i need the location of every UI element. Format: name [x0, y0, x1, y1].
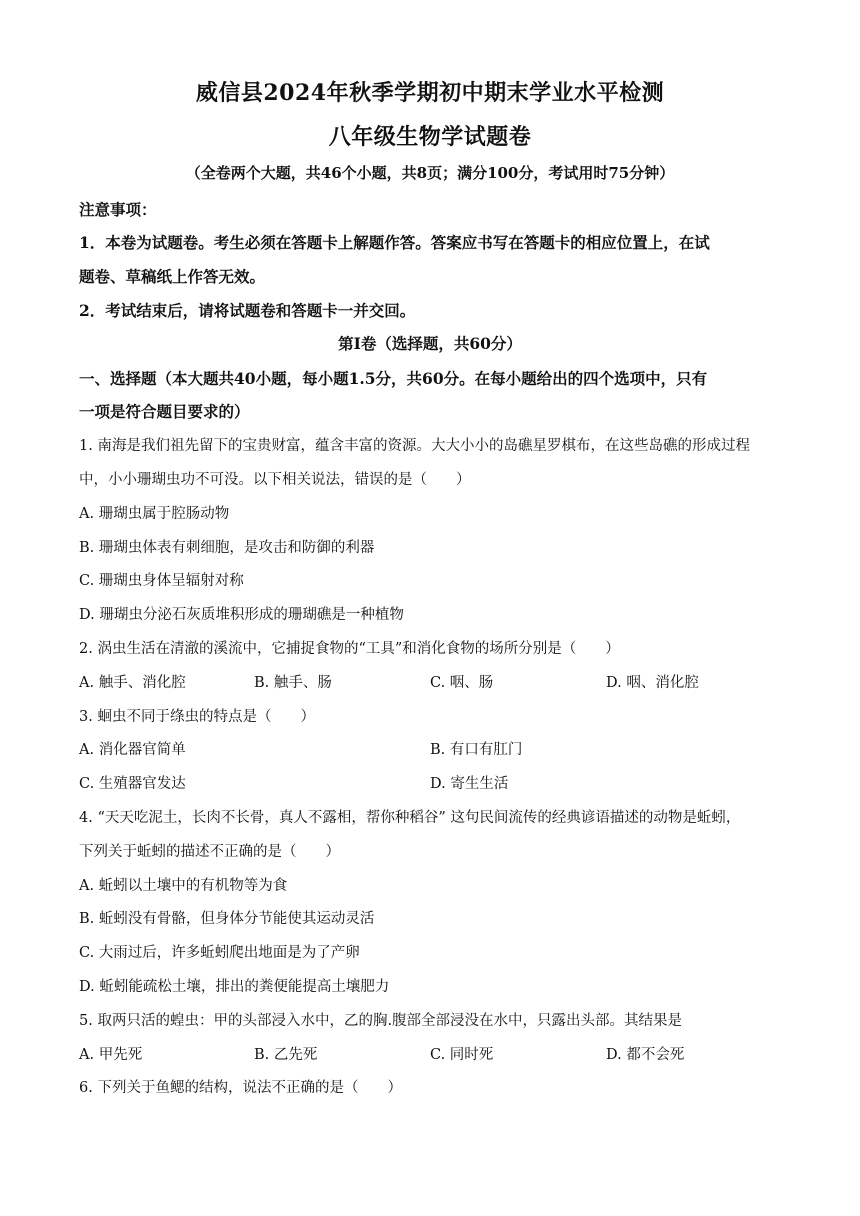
q2-option-c: C. 咽、肠 — [430, 675, 494, 691]
page-title: 威信县2024年秋季学期初中期末学业水平检测 — [195, 80, 665, 106]
q1-option-c: C. 珊瑚虫身体呈辐射对称 — [79, 573, 244, 589]
q4-option-a: A. 蚯蚓以土壤中的有机物等为食 — [79, 878, 288, 894]
q3-stem: 3. 蛔虫不同于绦虫的特点是（ ） — [79, 709, 315, 725]
q1-option-a: A. 珊瑚虫属于腔肠动物 — [79, 506, 230, 522]
q1-stem-line-2: 中，小小珊瑚虫功不可没。以下相关说法，错误的是（ ） — [79, 472, 471, 488]
q6-stem: 6. 下列关于鱼鳃的结构，说法不正确的是（ ） — [79, 1080, 402, 1096]
notes-item-1-line-1: 1．本卷为试题卷。考生必须在答题卡上解题作答。答案应书写在答题卡的相应位置上，在试 — [79, 233, 710, 252]
q5-stem: 5. 取两只活的蝗虫：甲的头部浸入水中，乙的胸.腹部全部浸没在水中，只露出头部。其结果是 — [79, 1013, 683, 1029]
q3-option-b: B. 有口有肛门 — [430, 742, 523, 758]
q5-option-d: D. 都不会死 — [606, 1047, 685, 1063]
notes-heading: 注意事项： — [79, 200, 157, 219]
q2-option-d: D. 咽、消化腔 — [606, 675, 699, 691]
q5-option-b: B. 乙先死 — [254, 1047, 318, 1063]
exam-info: （全卷两个大题，共46个小题，共8页；满分100分，考试用时75分钟） — [185, 164, 675, 182]
page-subtitle: 八年级生物学试题卷 — [328, 124, 532, 150]
q4-option-c: C. 大雨过后，许多蚯蚓爬出地面是为了产卵 — [79, 945, 360, 961]
section-instructions-line-1: 一、选择题（本大题共40小题，每小题1.5分，共60分。在每小题给出的四个选项中，只有 — [79, 369, 708, 388]
notes-item-2: 2．考试结束后，请将试题卷和答题卡一并交回。 — [79, 301, 416, 320]
q5-option-c: C. 同时死 — [430, 1047, 494, 1063]
q3-option-a: A. 消化器官简单 — [79, 742, 186, 758]
q2-option-a: A. 触手、消化腔 — [79, 675, 186, 691]
q4-stem-line-1: 4. “天天吃泥土，长肉不长骨，真人不露相，帮你种稻谷” 这句民间流传的经典谚语描述的动物是蚯蚓， — [79, 810, 741, 826]
q4-option-b: B. 蚯蚓没有骨骼，但身体分节能使其运动灵活 — [79, 911, 375, 927]
q2-stem: 2. 涡虫生活在清澈的溪流中，它捕捉食物的“工具”和消化食物的场所分别是（ ） — [79, 641, 620, 657]
section-title: 第Ⅰ卷（选择题，共60分） — [338, 334, 522, 353]
q1-option-d: D. 珊瑚虫分泌石灰质堆积形成的珊瑚礁是一种植物 — [79, 607, 404, 623]
q4-option-d: D. 蚯蚓能疏松土壤，排出的粪便能提高土壤肥力 — [79, 979, 390, 995]
q1-option-b: B. 珊瑚虫体表有刺细胞，是攻击和防御的利器 — [79, 540, 375, 556]
notes-item-1-line-2: 题卷、草稿纸上作答无效。 — [79, 267, 266, 286]
q3-option-d: D. 寄生生活 — [430, 776, 509, 792]
q1-stem-line-1: 1. 南海是我们祖先留下的宝贵财富，蕴含丰富的资源。大大小小的岛礁星罗棋布，在这些岛礁的形成过程 — [79, 438, 750, 454]
q4-stem-line-2: 下列关于蚯蚓的描述不正确的是（ ） — [79, 844, 340, 860]
q5-option-a: A. 甲先死 — [79, 1047, 143, 1063]
q2-option-b: B. 触手、肠 — [254, 675, 332, 691]
q3-option-c: C. 生殖器官发达 — [79, 776, 186, 792]
section-instructions-line-2: 一项是符合题目要求的） — [79, 402, 250, 421]
